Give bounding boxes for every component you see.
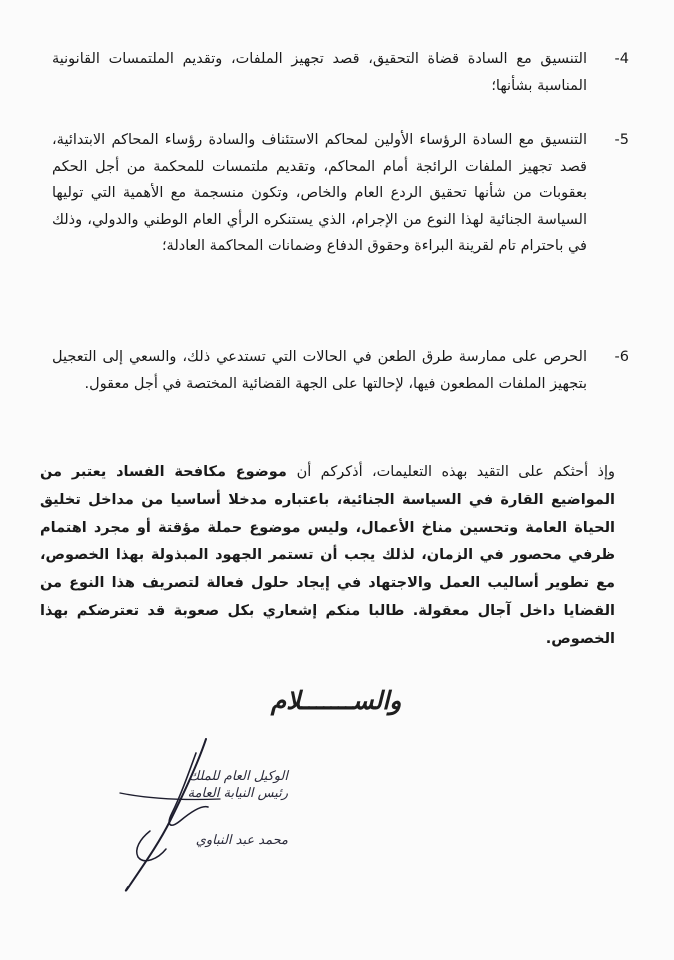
conclusion-body: موضوع مكافحة الفساد يعتبر من المواضيع القارة في السياسة الجنائية، باعتباره مدخلا أساسيا من مداخل تخليق الحياة العامة وتحسين مناخ الأعمال، وليس موضوع حملة مؤقتة أو مجرد اهتمام ظرفي محصور في الزمان، لذلك يجب أن تستمر الجهود المبذولة بهذا الخصوص، مع تطوير أساليب العمل والاجتهاد في إيجاد حلول فعالة لتصريف هذا النوع من القضايا داخل آجال معقولة. طالبا منكم إشعاري بكل صعوبة قد تعترضكم بهذا الخصوص. bbox=[40, 464, 615, 647]
signatory-title: الوكيل العام للملك bbox=[188, 769, 288, 784]
item-text: الحرص على ممارسة طرق الطعن في الحالات التي تستدعي ذلك، والسعي إلى التعجيل بتجهيز الملفات المطعون فيها، لإحالتها على الجهة القضائية المختصة في أجل معقول. bbox=[52, 349, 587, 392]
item-text: التنسيق مع السادة قضاة التحقيق، قصد تجهيز الملفات، وتقديم الملتمسات القانونية المناسبة بشأنها؛ bbox=[52, 51, 587, 94]
signatory-subtitle: رئيس النيابة العامة bbox=[187, 786, 288, 801]
conclusion-lead: وإذ أحثكم على التقيد بهذه التعليمات، أذكركم أن bbox=[296, 464, 615, 480]
conclusion-paragraph bbox=[40, 459, 615, 654]
item-number: -5 bbox=[614, 132, 629, 148]
list-item-4 bbox=[52, 46, 629, 99]
handwritten-signature bbox=[110, 735, 250, 895]
signatory-name: محمد عبد النباوي bbox=[195, 833, 288, 848]
item-number: -6 bbox=[614, 349, 629, 365]
list-item-5 bbox=[52, 127, 629, 260]
closing-salutation: والســـــــلام bbox=[270, 686, 402, 715]
item-text: التنسيق مع السادة الرؤساء الأولين لمحاكم الاستئناف والسادة رؤساء المحاكم الابتدائية، قصد تجهيز الملفات الرائجة أمام المحاكم، وتقديم ملتمسات للمحكمة من أجل الحكم بعقوبات من شأنها تحقيق الردع العام والخاص، وتكون منسجمة مع الأهمية التي توليها السياسة الجنائية لهذا النوع من الإجرام، الذي يستنكره الرأي العام الوطني والدولي، وذلك في باحترام تام لقرينة البراءة وحقوق الدفاع وضمانات المحاكمة العادلة؛ bbox=[52, 132, 587, 254]
list-item-6 bbox=[52, 344, 629, 397]
item-number: -4 bbox=[614, 51, 629, 67]
